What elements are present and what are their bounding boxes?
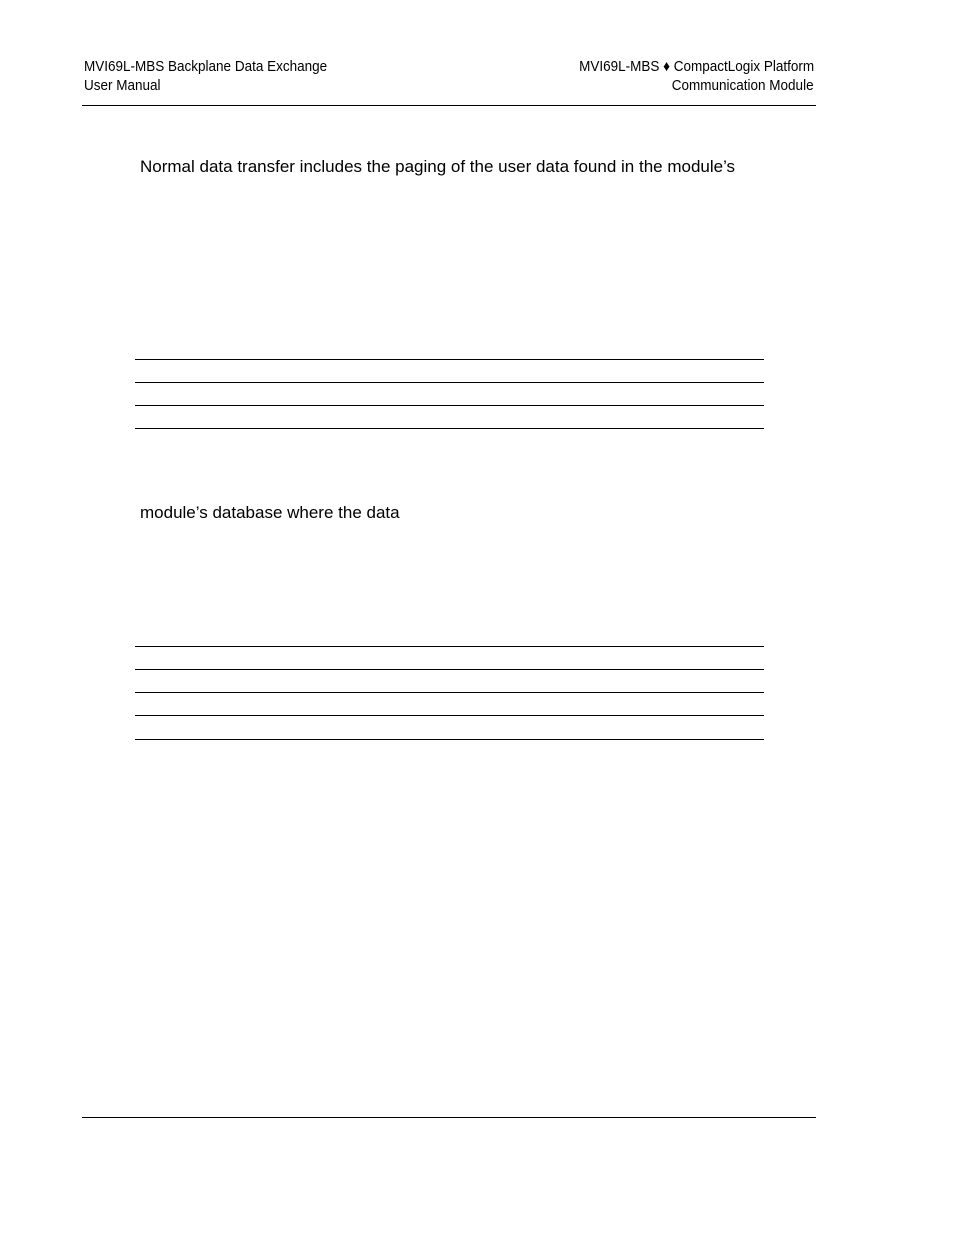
footer-rule [82,1117,816,1118]
table-1-rule [135,382,764,383]
table-1-rule [135,359,764,360]
header-rule [82,105,816,106]
table-2-rule [135,646,764,647]
table-2-rule [135,669,764,670]
table-2-rule [135,715,764,716]
body-paragraph-2: module’s database where the data [140,503,400,522]
table-2-rule [135,739,764,740]
header-right-subtitle: Communication Module [672,77,814,94]
header-right-title: MVI69L-MBS ♦ CompactLogix Platform [579,58,814,75]
table-1-rule [135,428,764,429]
header-left-subtitle: User Manual [84,77,161,94]
body-paragraph-1: Normal data transfer includes the paging of the user data found in the module’s [140,157,736,176]
header-left-title: MVI69L-MBS Backplane Data Exchange [84,58,328,75]
table-1-rule [135,405,764,406]
table-2-rule [135,692,764,693]
